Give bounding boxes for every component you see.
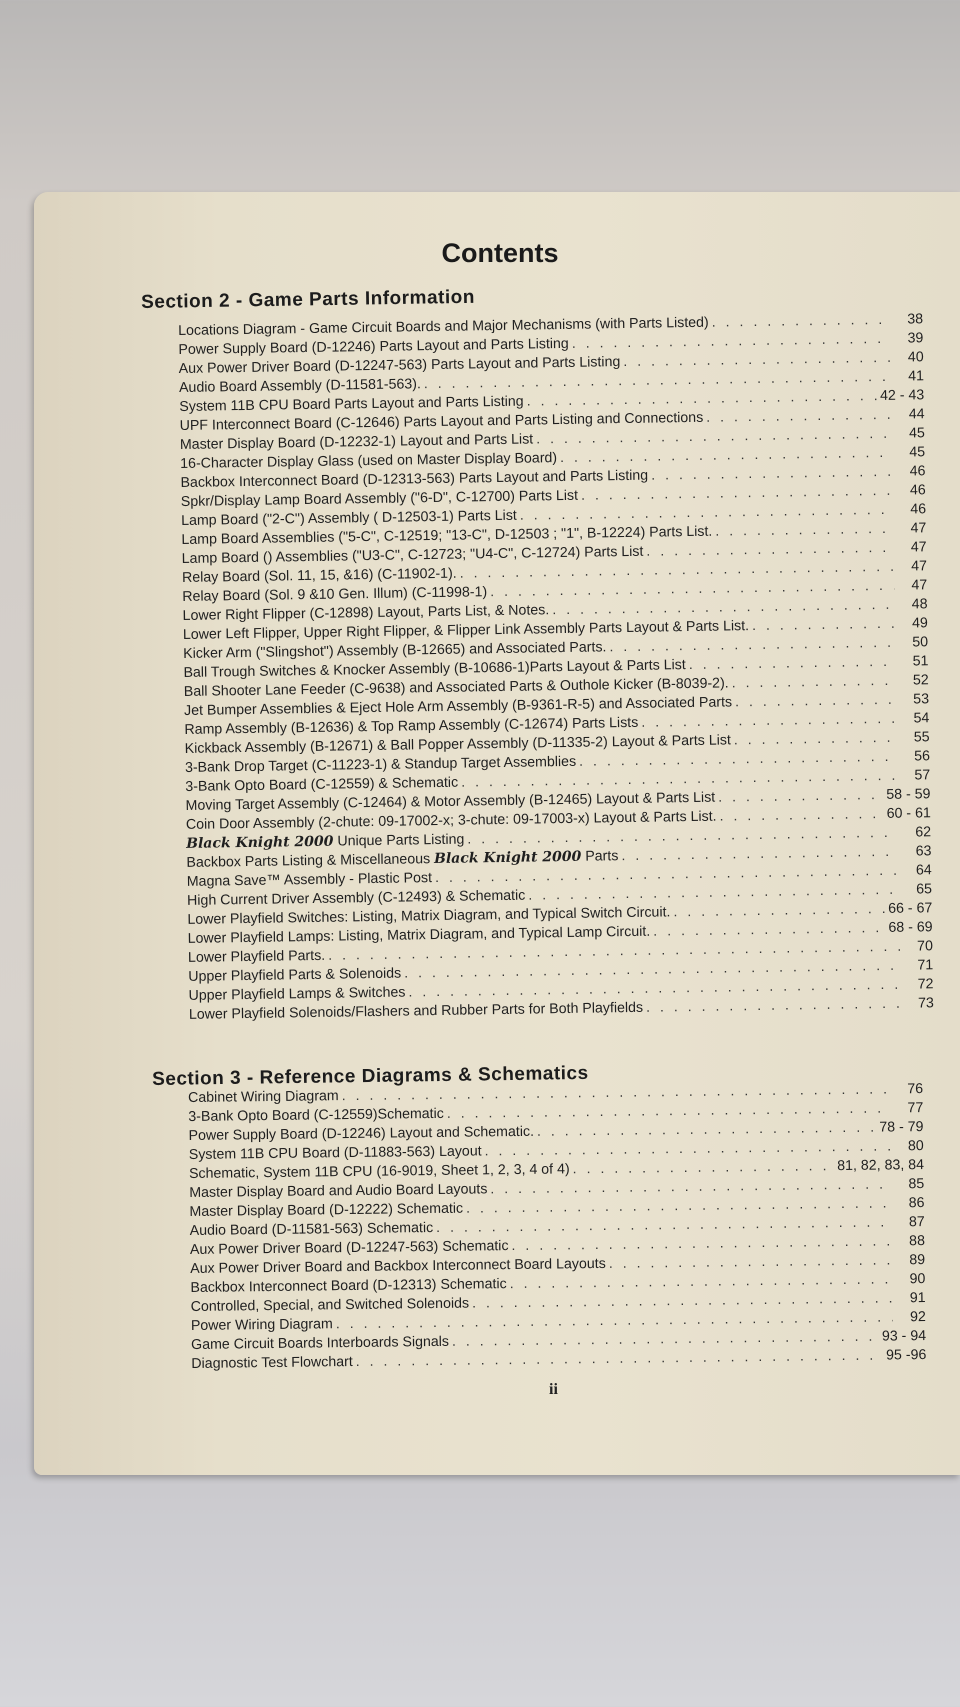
toc-entry-text: Audio Board Assembly (D-11581-563). xyxy=(178,376,421,396)
toc-page-number: 89 xyxy=(909,1252,926,1269)
toc-page-number: 40 xyxy=(907,349,924,366)
toc-entry-text: Kickback Assembly (B-12671) & Ball Popper Assembly (D-11335-2) Layout & Parts List xyxy=(184,732,731,757)
section-2-heading: Section 2 - Game Parts Information xyxy=(141,286,476,313)
toc-page-number: 60 - 61 xyxy=(886,805,931,822)
toc-entry-text: Power Supply Board (D-12246) Parts Layout and Parts Listing xyxy=(178,335,569,358)
toc-page-number: 39 xyxy=(907,330,924,347)
game-logo-text: Black Knight 2000 xyxy=(186,833,334,852)
toc-page-number: 91 xyxy=(909,1290,926,1307)
toc-page-number: 48 xyxy=(911,596,928,613)
toc-page-number: 56 xyxy=(914,748,931,765)
toc-page-number: 80 xyxy=(907,1138,924,1155)
toc-page-number: 63 xyxy=(915,843,932,860)
toc-page-number: 81, 82, 83, 84 xyxy=(837,1157,925,1175)
toc-entry-text: Lower Playfield Switches: Listing, Matrix Diagram, and Typical Switch Circuit. xyxy=(187,904,671,928)
toc-entry-text: Spkr/Display Lamp Board Assembly ("6-D", C-12700) Parts List xyxy=(180,487,579,510)
toc-entry-text: Locations Diagram - Game Circuit Boards and Major Mechanisms (with Parts Listed) xyxy=(178,314,709,339)
toc-entry-text: System 11B CPU Board Parts Layout and Parts Listing xyxy=(179,393,524,415)
toc-page-number: 46 xyxy=(909,482,926,499)
toc-entry-text: Controlled, Special, and Switched Solenoids xyxy=(190,1295,470,1315)
toc-page-number: 38 xyxy=(907,311,924,328)
toc-entry-text: Relay Board (Sol. 11, 15, &16) (C-11902-1). xyxy=(181,565,457,586)
toc-page-number: 47 xyxy=(910,520,927,537)
toc-entry-text: UPF Interconnect Board (C-12646) Parts Layout and Parts Listing and Connections xyxy=(179,409,704,434)
toc-entry-text: Diagnostic Test Flowchart xyxy=(191,1354,353,1372)
toc-page-number: 92 xyxy=(909,1309,926,1326)
toc-page-number: 64 xyxy=(915,862,932,879)
toc-page-number: 85 xyxy=(908,1176,925,1193)
dot-leader xyxy=(719,805,883,827)
toc-page-number: 45 xyxy=(908,425,925,442)
toc-entry-text: Master Display Board (D-12232-1) Layout and Parts List xyxy=(179,431,534,453)
toc-page-number: 52 xyxy=(912,672,929,689)
toc-entry-text: Lower Playfield Lamps: Listing, Matrix Diagram, and Typical Lamp Circuit. xyxy=(187,923,651,947)
toc-entry-text: Cabinet Wiring Diagram xyxy=(188,1088,339,1106)
toc-entry-text: Lower Right Flipper (C-12898) Layout, Parts List, & Notes. xyxy=(182,602,550,624)
toc-entry-text: Magna Save™ Assembly - Plastic Post xyxy=(186,870,433,890)
section-2-toc xyxy=(178,310,934,1025)
toc-page-number: 47 xyxy=(911,558,928,575)
toc-page-number: 57 xyxy=(914,767,931,784)
toc-page-number: 87 xyxy=(908,1214,925,1231)
toc-page-number: 66 - 67 xyxy=(888,900,933,917)
toc-page-number: 47 xyxy=(910,539,927,556)
toc-entry-text: Kicker Arm ("Slingshot") Assembly (B-12665) and Associated Parts. xyxy=(183,639,607,662)
toc-page-number: 41 xyxy=(908,368,925,385)
toc-entry-text: Backbox Interconnect Board (D-12313) Schematic xyxy=(190,1276,507,1296)
toc-page-number: 46 xyxy=(910,501,927,518)
toc-page-number: 78 - 79 xyxy=(879,1119,924,1136)
toc-entry-text: Ramp Assembly (B-12636) & Top Ramp Assembly (C-12674) Parts Lists xyxy=(184,714,639,738)
toc-page-number: 88 xyxy=(909,1233,926,1250)
toc-page-number: 71 xyxy=(917,957,934,974)
toc-page-number: 51 xyxy=(912,653,929,670)
toc-page-number: 72 xyxy=(917,976,934,993)
toc-entry-text: Lamp Board ("2-C") Assembly ( D-12503-1) Parts List xyxy=(181,507,517,529)
toc-entry-text: 3-Bank Opto Board (C-12559)Schematic xyxy=(188,1105,444,1125)
toc-entry-text: Lower Playfield Parts. xyxy=(187,947,326,966)
toc-page-number: 90 xyxy=(909,1271,926,1288)
toc-entry-text: Ball Trough Switches & Knocker Assembly (B-10686-1)Parts Layout & Parts List xyxy=(183,657,686,681)
dot-leader xyxy=(646,995,901,1018)
toc-entry-title xyxy=(188,947,326,968)
toc-entry-text-tail: Parts xyxy=(581,848,619,865)
toc-entry-title xyxy=(191,1353,353,1374)
section-3-heading: Section 3 - Reference Diagrams & Schematics xyxy=(152,1062,589,1090)
toc-page-number: 55 xyxy=(913,729,930,746)
toc-entry-text: Aux Power Driver Board and Backbox Interconnect Board Layouts xyxy=(190,1255,606,1277)
dot-leader xyxy=(752,615,895,636)
dot-leader xyxy=(718,786,883,808)
page-number: ii xyxy=(549,1381,558,1398)
toc-entry-text: Power Supply Board (D-12246) Layout and Schematic. xyxy=(188,1123,535,1144)
toc-entry-text: Backbox Parts Listing & Miscellaneous xyxy=(186,851,435,871)
toc-entry-text: Upper Playfield Lamps & Switches xyxy=(188,984,406,1004)
toc-page-number: 47 xyxy=(911,577,928,594)
toc-page-number: 70 xyxy=(916,938,934,955)
toc-page-number: 76 xyxy=(907,1081,924,1098)
page-title: Contents xyxy=(441,238,559,268)
toc-page-number: 49 xyxy=(911,615,928,632)
dot-leader xyxy=(732,672,896,694)
toc-entry-text: Lower Left Flipper, Upper Right Flipper, & Flipper Link Assembly Parts Layout & Parts List. xyxy=(182,618,750,643)
toc-entry-text: Lamp Board () Assemblies ("U3-C", C-12723; "U4-C", C-12724) Parts List xyxy=(181,543,644,567)
toc-page-number: 86 xyxy=(908,1195,925,1212)
toc-page-number: 44 xyxy=(908,406,925,423)
toc-entry-text: Lamp Board Assemblies ("5-C", C-12519; "13-C", D-12503 ; "1", B-12224) Parts List. xyxy=(181,523,713,548)
toc-entry-text: Master Display Board (D-12222) Schematic xyxy=(189,1200,464,1220)
toc-entry-text: Game Circuit Boards Interboards Signals xyxy=(191,1333,450,1353)
toc-page-number: 73 xyxy=(917,995,934,1012)
toc-entry-text: Aux Power Driver Board (D-12247-563) Schematic xyxy=(189,1238,509,1258)
toc-entry-text: System 11B CPU Board (D-11883-563) Layout xyxy=(188,1143,482,1163)
toc-entry-text: Moving Target Assembly (C-12464) & Motor Assembly (B-12465) Layout & Parts List xyxy=(185,789,716,814)
toc-entry-text: 3-Bank Opto Board (C-12559) & Schematic xyxy=(185,774,459,795)
game-logo-text: Black Knight 2000 xyxy=(433,848,582,868)
toc-page-number: 42 - 43 xyxy=(879,387,925,404)
toc-entry-text: Coin Door Assembly (2-chute: 09-17002-x; 3-chute: 09-17003-x) Layout & Parts List. xyxy=(185,808,717,833)
toc-entry-text: Relay Board (Sol. 9 &10 Gen. Illum) (C-11998-1) xyxy=(182,584,488,605)
toc-entry-text: Ball Shooter Lane Feeder (C-9638) and Associated Parts & Outhole Kicker (B-8039-2). xyxy=(183,675,729,700)
toc-entry-text: Lower Playfield Solenoids/Flashers and Rubber Parts for Both Playfields xyxy=(188,999,644,1023)
toc-page-number: 54 xyxy=(913,710,930,727)
toc-entry-text: Schematic, System 11B CPU (16-9019, Sheet 1, 2, 3, 4 of 4) xyxy=(188,1161,570,1182)
toc-entry-title xyxy=(188,1087,339,1108)
toc-entry-text: Master Display Board and Audio Board Layouts xyxy=(189,1181,488,1201)
dot-leader xyxy=(734,729,897,751)
section-3-toc xyxy=(188,1080,926,1374)
toc-page-number: 93 - 94 xyxy=(881,1328,927,1345)
toc-page-number: 95 -96 xyxy=(885,1347,927,1364)
toc-page-number: 46 xyxy=(909,463,926,480)
toc-entry-text: High Current Driver Assembly (C-12493) & Schematic xyxy=(186,887,526,909)
toc-entry-text: 16-Character Display Glass (used on Master Display Board) xyxy=(180,450,558,472)
toc-page-number: 68 - 69 xyxy=(888,919,933,936)
toc-entry-text: Upper Playfield Parts & Solenoids xyxy=(188,965,402,985)
toc-entry-title xyxy=(191,1315,333,1336)
toc-page-number: 53 xyxy=(913,691,930,708)
toc-entry-text: Audio Board (D-11581-563) Schematic xyxy=(189,1220,434,1239)
toc-page-number: 77 xyxy=(907,1100,924,1117)
toc-entry-text: Power Wiring Diagram xyxy=(190,1316,333,1334)
dot-leader xyxy=(735,691,896,713)
toc-page-number: 50 xyxy=(912,634,929,651)
toc-page-number: 62 xyxy=(915,824,932,841)
toc-page-number: 65 xyxy=(916,881,933,898)
toc-entry-text: Jet Bumper Assemblies & Eject Hole Arm Assembly (B-9361-R-5) and Associated Parts xyxy=(183,694,733,719)
toc-entry-text: 3-Bank Drop Target (C-11223-1) & Standup Target Assemblies xyxy=(184,753,577,776)
toc-entry-text: Aux Power Driver Board (D-12247-563) Parts Layout and Parts Listing xyxy=(178,354,621,377)
toc-page-number: 45 xyxy=(909,444,926,461)
toc-page-number: 58 - 59 xyxy=(886,786,931,803)
toc-entry-text: Unique Parts Listing xyxy=(333,831,465,850)
toc-entry-text: Backbox Interconnect Board (D-12313-563) Parts Layout and Parts Listing xyxy=(180,467,649,491)
